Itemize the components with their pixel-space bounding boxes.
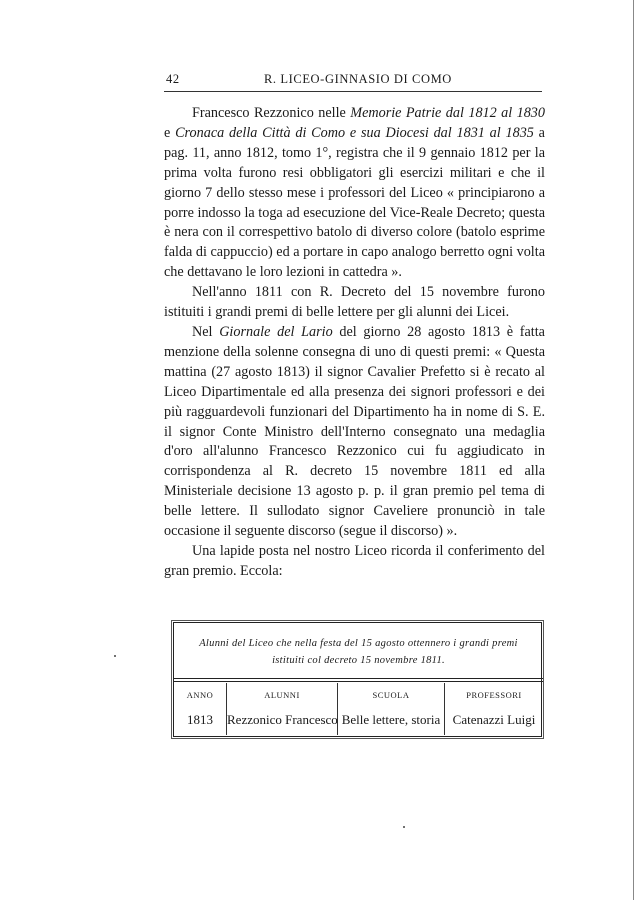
running-title: R. LICEO-GINNASIO DI COMO	[264, 72, 452, 86]
column-header-anno: ANNO	[186, 690, 214, 700]
page-edge	[633, 0, 634, 900]
body-text	[164, 104, 545, 582]
column-header-professori: PROFESSORI	[466, 690, 522, 700]
plaque-caption	[174, 635, 543, 669]
italic-title-cronaca: Cronaca della Città di Como e sua Diocesi dal 1831 al 1835	[175, 124, 534, 141]
cell-professori: Catenazzi Luigi	[452, 712, 536, 727]
paragraph-3: Nel Giornale del Lario del giorno 28 agosto 1813 è fatta menzione della solenne consegna di uno di questi premi: « Questa mattina (27 agosto 1813) il signor Cavalier Prefetto si è recato al Liceo Dipartimentale ed alla presenza dei signori professori e dei più ragguardevoli funzionari del Dipartimento ha in nome di S. E. il signor Conte Ministro dell'Interno consegnato una medaglia d'oro all'alunno Francesco Rezzonico cui fu aggiudicato in corrispondenza al R. decreto 15 novembre 1811 ed alla Ministeriale decisione 13 agosto p. p. il gran premio pel tema di belle lettere. Il sullodato signor Caveliere pronunciò in tale occasione il seguente discorso (segue il discorso) ».	[164, 323, 545, 540]
cell-anno: 1813	[187, 712, 213, 727]
paragraph-4: Una lapide posta nel nostro Liceo ricorda il conferimento del gran premio. Eccola:	[164, 542, 545, 579]
header-rule	[164, 91, 542, 92]
plaque-table	[173, 622, 542, 737]
paragraph-1: Francesco Rezzonico nelle Memorie Patrie dal 1812 al 1830 e Cronaca della Città di Como e sua Diocesi dal 1831 al 1835 a pag. 11, anno 1812, tomo 1°, registra che il 9 gennaio 1812 per la prima volta furono resi obbligatori gli esercizi militari e che il giorno 7 dello stesso mese i professori del Liceo « principiarono a porre indosso la toga ad esecuzione del Vice-Reale Decreto; questa è nera con il correspettivo batolo di diverso colore (batolo esprime falda di cappuccio) ed a portare in capo analogo berretto ogni volta che dettavano le loro lezioni in cattedra ».	[164, 105, 545, 281]
cell-scuola: Belle lettere, storia	[341, 712, 441, 727]
italic-title-memorie: Memorie Patrie dal 1812 al 1830	[350, 105, 545, 121]
plaque-rule	[174, 678, 543, 679]
scan-speck	[403, 826, 405, 828]
paragraph-2: Nell'anno 1811 con R. Decreto del 15 novembre furono istituiti i grandi premi di belle lettere per gli alunni dei Licei.	[164, 284, 545, 321]
plaque-caption-line-2: istituiti col decreto 15 novembre 1811.	[272, 655, 445, 666]
cell-alunni: Rezzonico Francesco	[227, 712, 338, 727]
running-header	[162, 72, 542, 92]
scan-speck	[114, 655, 116, 657]
column-header-scuola: SCUOLA	[372, 690, 410, 700]
page-number: 42	[166, 72, 180, 86]
italic-title-giornale: Giornale del Lario	[219, 323, 333, 340]
plaque-caption-line-1: Alunni del Liceo che nella festa del 15 agosto ottennero i grandi premi	[199, 638, 518, 649]
column-header-alunni: ALUNNI	[264, 690, 300, 700]
plaque-rule-double	[174, 681, 543, 682]
